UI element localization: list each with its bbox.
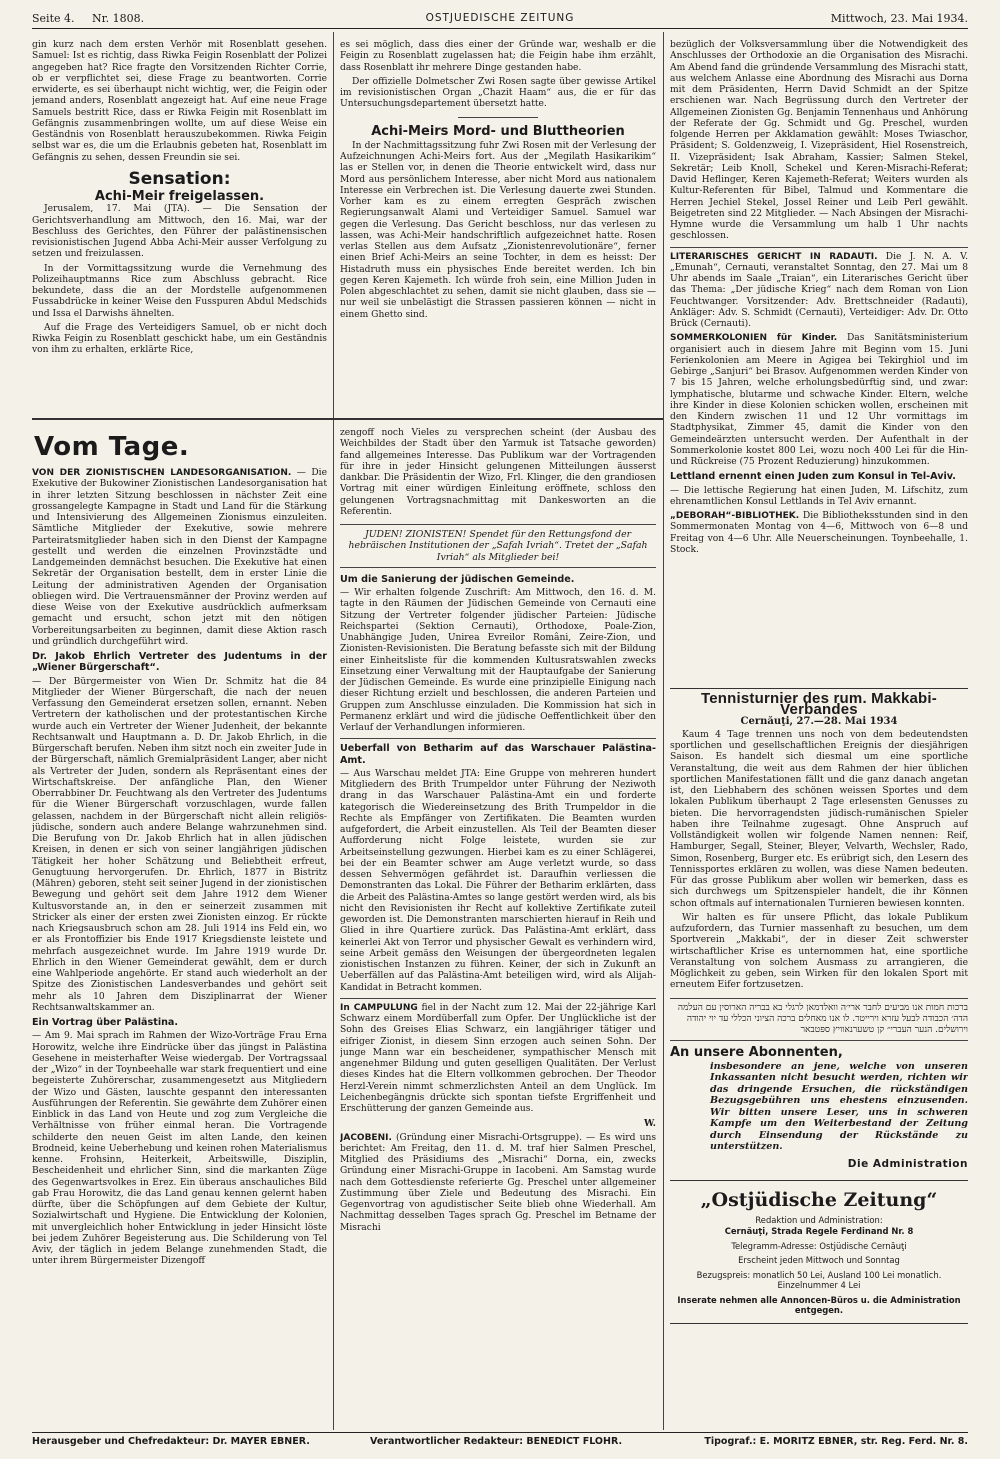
section-divider [32, 418, 663, 420]
subheading: Dr. Jakob Ehrlich Vertreter des Judentums in der „Wiener Bürgerschaft“. [32, 651, 327, 674]
footer-editor: Verantwortlicher Redakteur: BENEDICT FLOHR. [370, 1436, 623, 1447]
issue-number: Nr. 1808. [92, 12, 145, 25]
masthead-box [670, 1180, 968, 1324]
masthead-line: Erscheint jeden Mittwoch und Sonntag [738, 1255, 900, 1266]
column-3-top [670, 40, 968, 680]
masthead-line: Redaktion und Administration: [755, 1214, 883, 1225]
headline-tennis: Tennisturnier des rum. Makkabi-Verbandes [701, 690, 937, 719]
hebrew-announcement: ברכות חמות אנו מביעים לחבר ארי׳ה וואלדמאן לרגלי בא בבריה הארוסין עם העלמה הדה׳ הכבודה לבעל עזרא וירייטר. לו אנו מאחלים ברכה הציוני הכללי עד יוי יהודה וירושלים. הנער העברי״ קן טשערנאוויץ ספּטבאר [670, 998, 968, 1042]
subheading: VON DER ZIONISTISCHEN LANDESORGANISATION. [32, 468, 292, 478]
author-initial: W. [643, 1118, 656, 1130]
subheading: In CAMPULUNG [340, 1002, 418, 1013]
article-text: Auf die Frage des Verteidigers Samuel, ob er nicht doch Riwka Feigin zu Rosenblatt geschickt habe, um ein Geständnis von ihm zu erhalten, erklärte Rice, [32, 322, 327, 356]
notice-body: insbesondere an jene, welche von unseren Inkassanten nicht besucht werden, richten wir das dringende Ersuchen, die rückständigen Bezugsgebühren uns ehestens einzusenden. Wir bitten unsere Leser, uns in schweren Kampfe um den Weiterbestand der Zeitung durch Einsendung der Rückstände zu unterstützen. [710, 1060, 968, 1152]
article-text: Wir halten es für unsere Pflicht, das lokale Publikum aufzufordern, das Turnier massenhaft zu besuchen, um dem Sportverein „Makkabi“, der in dieser Zeit schwerster wirtschaftlicher Krise es unternommen hat, eine sportliche Veranstaltung von solchem Ausmass zu arrangieren, die Möglichkeit zu geben, sein Wirken für den lokalen Sport mit erneutem Eifer fortzusetzen. [670, 912, 968, 991]
article-text: gin kurz nach dem ersten Verhör mit Rosenblatt gesehen. Samuel: Ist es richtig, dass Riwka Feigin Rosenblatt der Polizei angegeben hat? Rice fragte den Vorsitzenden Richter Corrie, ob er verpflichtet sei, diese Frage zu beantworten. Corrie erwiderte, es sei überhaupt nicht wichtig, wer, die Feigin oder jemand anders, Rosenblatt angezeigt hat. Auf eine neue Frage Samuels bestritt Rice, dass er Riwka Feigin mit Rosenblatt im Gefängnis zusammenbringen wollte, um auf diese Weise ein Geständnis von Rosenblatt herauszubekommen. Riwka Feigin selbst war es, die um die Erlaubnis gebeten hat, Rosenblatt im Gefängnis zu sehen, dessen Freundin sie sei. [32, 40, 327, 163]
column-2-top [340, 40, 656, 416]
column-2-bottom [340, 428, 656, 1430]
headline-tennis-date: Cernăuţi, 27.—28. Mai 1934 [740, 715, 898, 727]
headline-achi-meir: Achi-Meir freigelassen. [94, 189, 265, 204]
article-text: In der Vormittagssitzung wurde die Vernehmung des Polizeihauptmanns Rice zum Abschluss gebracht. Rice bekundete, dass die an der Mordstelle aufgenommenen Fussabdrücke in keiner Weise den Fusspuren Abdul Medschids und Issa el Darwishs ähnelten. [32, 263, 327, 319]
separator [670, 688, 968, 689]
separator [670, 247, 968, 248]
article-text: — Der Bürgermeister von Wien Dr. Schmitz hat die 84 Mitglieder der Wiener Bürgerschaft, die nach der neuen Verfassung den Gemeinderat ersetzen sollen, ernannt. Neben Vertretern der katholischen und der protestantischen Kirche wurde auch ein Vertreter der Wiener Judenheit, der bekannte Rechtsanwalt und Hauptmann a. D. Dr. Jakob Ehrlich, in die Bürgerschaft berufen. Neben ihm sitzt noch ein zweiter Jude in der Bürgerschaft, nämlich Gremialpräsident Langer, aber nicht als Vertreter der Juden, sondern als Repräsentant eines der Wirtschaftskreise. Der anfängliche Plan, den Wiener Oberrabbiner Dr. Feuchtwang als den Vertreter des Judentums für die Wiener Bürgerschaft vorzuschlagen, wurde fallen gelassen, nachdem in der Bürgerschaft nicht allein religiös-jüdische, sondern auch andere Belange wahrzunehmen sind. Die Berufung von Dr. Jakob Ehrlich hat in allen jüdischen Kreisen, in denen er sich von seiner langjährigen jüdischen Tätigkeit her hoher Schätzung und Beliebtheit erfreut, Genugtuung hervorgerufen. Dr. Ehrlich, 1877 in Bistritz (Mähren) geboren, steht seit seiner Jugend in der zionistischen Bewegung und gehört seit dem Jahre 1912 dem Wiener Kultusvorstande an, in den er seinerzeit zusammen mit Stricker als einer der ersten zwei Zionisten einzog. Er rückte nach Kriegsausbruch schon am 28. Juli 1914 ins Feld ein, wo er als Frontoffizier bis Ende 1917 Kriegsdienste leistete und mehrfach ausgezeichnet wurde. Im Jahre 1919 wurde Dr. Ehrlich in den Wiener Gemeinderat gewählt, dem er durch eine Wahlperiode angehörte. Er stand auch wiederholt an der Spitze des Zionistischen Landesverbandes und gehört seit mehr als 10 Jahren dem Disziplinarrat der Wiener Rechtsanwaltskammer an. [32, 676, 327, 1013]
headline-bluttheorien: Achi-Meirs Mord- und Bluttheorien [371, 123, 625, 139]
column-1-top [32, 40, 327, 416]
article-text: Der offizielle Dolmetscher Zwi Rosen sagte über gewisse Artikel im revisionistischen Organ „Chazit Haam“ aus, die er für das Untersuchungsdepartement übersetzt hatte. [340, 76, 656, 110]
issue-date: Mittwoch, 23. Mai 1934. [830, 12, 968, 25]
footer-printer: Tipograf.: E. MORITZ EBNER, str. Reg. Ferd. Nr. 8. [704, 1436, 968, 1447]
footer-publisher: Herausgeber und Chefredakteur: Dr. MAYER EBNER. [32, 1436, 310, 1447]
masthead-line: Telegramm-Adresse: Ostjüdische Cernăuţi [731, 1240, 907, 1251]
article-text: fiel in der Nacht zum 12. Mai der 22-jährige Karl Schwarz einem Mordüberfall zum Opfer. Der Unglückliche ist der Sohn des Greises Elias Schwarz, ein langjähriger tätiger und eifriger Zionist, in diesem Sinn erzogen auch seinen Sohn. Der junge Mann war ein bescheidener, sympathischer Mensch mit angenehmer Bildung und guten geselligen Qualitäten. Der Verlust dieses Kindes hat die Eltern vollkommen gebrochen. Der Theodor Herzl-Verein nimmt schmerzlichsten Anteil an dem Unglück. Im Leichenbegängnis drückte sich spontan tiefste Ergriffenheit und Erschütterung der ganzen Gemeinde aus. [340, 1002, 656, 1114]
page-number: Seite 4. [32, 12, 75, 25]
subheading: JACOBENI. [340, 1132, 392, 1143]
article-text: — Wir erhalten folgende Zuschrift: Am Mittwoch, den 16. d. M. tagte in den Räumen der Jüdischen Gemeinde von Cernauti eine Sitzung der Vertreter folgender jüdischer Parteien: Jüdische Reichspartei (Sektion Cernauti), Orthodoxe, Poale-Zion, Unabhängige Juden, Unirea Evreilor Români, Zeire-Zion, und Zionisten-Revisionisten. Die Beratung befasste sich mit der Bildung einer Einheitsliste für die kommenden Kultusratswahlen zwecks Einsetzung einer Verwaltung mit der Hauptaufgabe der Sanierung der Jüdischen Gemeinde. Es wurde eine prinzipielle Einigung nach dieser Richtung erzielt und beschlossen, die anderen Parteien und Gruppen zum Anschlusse einzuladen. Die Kommission hat sich in Permanenz erklärt und wird die jüdische Oeffentlichkeit über den Verlauf der Verhandlungen informieren. [340, 588, 656, 733]
appeal-box: JUDEN! ZIONISTEN! Spendet für den Rettungsfond der hebräischen Institutionen der „Safah Ivriah“. Tretet der „Safah Ivriah“ als Mitglieder bei! [340, 524, 656, 568]
article-text: Die Bibliotheksstunden sind in den Sommermonaten Montag von 4—6, Mittwoch von 6—8 und Freitag von 4—6 Uhr. Alle Neuerscheinungen. Toynbeehalle, 1. Stock. [670, 511, 968, 555]
section-title-vom-tage: Vom Tage. [34, 432, 190, 462]
article-text: In der Nachmittagssitzung fuhr Zwi Rosen mit der Verlesung der Aufzeichnungen Achi-Meirs fort. Aus der „Megilath Hasikarikim“ las er Stellen vor, in denen die Theorie entwickelt wird, dass nur Mord aus persönlichem Interesse, aber nicht Mord aus nationalem Interesse ein Verbrechen ist. Die Verlesung dauerte zwei Stunden. Vorher kam es zu einem erregten Gespräch zwischen Regierungsanwalt Alami und Verteidiger Samuel. Samuel war gegen die Verlesung. Das Gericht beschloss, nur das verlesen zu lassen, was Achi-Meir handschriftlich aufgezeichnet hatte. Rosen verlas Stellen aus dem Aufsatz „Zionistenrevolutionäre“, ferner einen Brief Achi-Meirs an seine Tochter, in dem es heisst: Der Histadruth muss ein physisches Ende bereitet werden. Ich bin gegen Keren Kajemeth. Ich würde froh sein, eine Million Juden in Polen abgeschlachtet zu sehen, damit sie nicht glauben, dass sie — nur weil sie unbelästigt die Strassen passieren können — nicht in einem Ghetto sind. [340, 140, 656, 320]
article-text: bezüglich der Volksversammlung über die Notwendigkeit des Anschlusses der Orthodoxie an die Organisation des Misrachi. Am Abend fand die gründende Versammlung des Misrachi statt, aus welchem Anlasse eine Abordnung des Misrachi aus Dorna mit dem Präsidenten, Herrn David Schmidt an der Spitze erschienen war. Nach Begrüssung durch den Vertreter der Allgemeinen Zionisten Gg. Benjamin Tennenhaus und Anhörung der Referate der Gg. Schmidt und Gg. Preschel, wurden folgende Herren per Akklamation gewählt: Moses Twiaschor, Präsident; S. Goldenzweig, I. Vizepräsident, Hiel Rosenstreich, II. Vizepräsident; Isak Abraham, Kassier; Salmen Stekel, Sekretär; Leib Knoll, Schekel und Keren-Misrachi-Referat; David Heflinger, Keren Kajemeth-Referat; Weiters wurden als Kultur-Referenten für Bibel, Talmud und Kommentare die Herren Jechiel Stekel, Jossel Reiner und Leib Perl gewählt. Beigetreten sind 22 Mitglieder. — Nach Absingen der Misrachi-Hymne wurde die Versammlung um halb 1 Uhr nachts geschlossen. [670, 40, 968, 242]
article-text: — Die lettische Regierung hat einen Juden, M. Lifschitz, zum ehrenamtlichen Konsul Lettlands in Tel Aviv ernannt. [670, 485, 968, 507]
article-text: — Aus Warschau meldet JTA: Eine Gruppe von mehreren hundert Mitgliedern des Brith Trumpeldor unter Führung der Neziwoth drang in das Warschauer Palästina-Amt ein und forderte kategorisch die Wiedereinsetzung des Brith Trumpeldor in die Rechte als Empfänger von Zertifikaten. Die Beamten wurden aufgefordert, die Arbeit einzustellen. Als Teil der Beamten dieser Aufforderung nicht Folge leistete, wurden sie zur Arbeitseinstellung gezwungen. Hierbei kam es zu einer Schlägerei, bei der ein Beamter schwer am Auge verletzt wurde, so dass dessen Sehvermögen gefährdet ist. Daraufhin verliessen die Demonstranten das Lokal. Die Führer der Betharim erklärten, dass die Arbeit des Palästina-Amtes so lange gestört werden wird, als bis nicht den Revisionisten ihr Recht auf kollektive Zertifikate zuteil geworden ist. Die Demonstranten marschierten hierauf in Reih und Glied in ihre Quartiere zurück. Das Palästina-Amt erklärt, dass keinerlei Akt von Terror und physischer Gewalt es verhindern wird, seine Arbeit gemäss den Weisungen der übergeordneten legalen zionistischen Instanzen zu führen. Keiner, der sich in Zukunft an Ueberfällen auf das Palästina-Amt beteiligen wird, wird als Alijah-Kandidat in Betracht kommen. [340, 768, 656, 993]
article-text: Jerusalem, 17. Mai (JTA). — Die Sensation der Gerichtsverhandlung am Mittwoch, den 16. Mai, war der Beschluss des Gerichtes, den Führer der palästinensischen revisionistischen Jugend Abba Achi-Meir ausser Verfolgung zu setzen und freizulassen. [32, 204, 327, 260]
separator [340, 998, 656, 999]
column-1-bottom [32, 468, 327, 1430]
subheading: „DEBORAH“-BIBLIOTHEK. [670, 511, 800, 521]
article-text: (Gründung einer Misrachi-Ortsgruppe). — Es wird uns berichtet: Am Freitag, den 11. d. M. traf hier Salmen Preschel, Mitglied des Präsidiums des „Misrachi“ Dorna, ein, zwecks Gründung einer Misrachi-Gruppe in Iacobeni. Am Samstag wurde nach dem Gottesdienste referierte Gg. Preschel unter allgemeiner Zustimmung über Ziele und Bedeutung des Misrachi. Ein Gegenvortrag von agudistischer Seite blieb ohne Wiederhall. Am Nachmittag desselben Tages sprach Gg. Preschel im Betname der Misrachi [340, 1132, 656, 1233]
subheading: SOMMERKOLONIEN für Kinder. [670, 333, 838, 344]
article-text: Das Sanitätsministerium organisiert auch in diesem Jahre mit Beginn vom 15. Juni Ferienkolonien am Meere in Agigea bei Tekirghiol und im Gebirge „Sanjuri“ bei Brasov. Aufgenommen werden Kinder von 7 bis 15 Jahren, welche erholungsbedürftig sind, und zwar: lymphatische, blutarme und schwache Kinder. Eltern, welche ihre Kinder in diese Kolonien schicken wollen, erscheinen mit den Kindern zwischen 11 und 12 Uhr vormittags im Stadtphysikat, Zimmer 45, damit die Kinder von den Gemeindeärzten untersucht werden. Der Aufenthalt in der Sommerkolonie kostet 800 Lei, wozu noch 400 Lei für die Hin- und Rückreise (75 Prozent Reduzierung) hinzukommen. [670, 333, 968, 467]
newspaper-title: OSTJUEDISCHE ZEITUNG [425, 12, 575, 24]
subheading: Ein Vortrag über Palästina. [32, 1017, 179, 1028]
masthead-line: Inserate nehmen alle Annoncen-Büros u. die Administration entgegen. [677, 1294, 961, 1316]
notice-title: An unsere Abonnenten, [670, 1045, 843, 1061]
masthead-title: „Ostjüdische Zeitung“ [700, 1188, 938, 1211]
separator [458, 117, 538, 118]
article-text: zengoff noch Vieles zu versprechen scheint (der Ausbau des Weichbildes der Stadt über den Yarmuk ist Tatsache geworden) fand allgemeines Interesse. Das Publikum war der Vortragenden für ihre in jeder Hinsicht gelungenen Mitteilungen äusserst dankbar. Die Präsidentin der Wizo, Frl. Klinger, die den grandiosen Vortrag mit einer würdigen Einleitung eröffnete, schloss den gelungenen Vortragsnachmittag mit Dankesworten an die Referentin. [340, 428, 656, 517]
running-header [32, 10, 968, 29]
column-divider [663, 32, 664, 1430]
subheading: Lettland ernennt einen Juden zum Konsul in Tel-Aviv. [670, 471, 956, 483]
masthead-address: Cernăuţi, Strada Regele Ferdinand Nr. 8 [724, 1226, 914, 1237]
article-text: es sei möglich, dass dies einer der Gründe war, weshalb er die Feigin zu Rosenblatt zugelassen hat; die Feigin habe ihm erzählt, dass Rosenblatt ihr mehrere Dinge gestanden habe. [340, 40, 656, 73]
article-text: Die J. N. A. V. „Emunah“, Cernauti, veranstaltet Sonntag, den 27. Mai um 8 Uhr abends im Saale „Traian“, ein Literarisches Gericht über das Thema: „Der jüdische Krieg“ nach dem Roman von Lion Feuchtwanger. Vorsitzender: Adv. Brettschneider (Radauti), Ankläger: Adv. S. Schmidt (Cernauti), Verteidiger: Adv. Dr. Otto Brück (Cernauti). [670, 251, 968, 329]
article-text: — Die Exekutive der Bukowiner Zionistischen Landesorganisation hat in ihrer letzten Sitzung beschlossen in nächster Zeit eine grossangelegte Kampagne in Stadt und Land für die Stärkung und Intensivierung des Allgemeinen Zionismus einzuleiten. Sämtliche Mitglieder der Exekutive, sowie mehrere Parteiratsmitglieder haben sich in den Dienst der Kampagne gestellt und werden die einzelnen Provinzstädte und Landgemeinden demnächst besuchen. Die Exekutive hat einen Sekretär der Organisation bestellt, dem in erster Linie die Leitung der administrativen Agenden der Organisation obliegen wird. Die Vertrauensmänner der Provinz werden auf diese Weise von der Exekutive ausdrücklich aufmerksam gemacht und ersucht, schon jetzt mit den nötigen Vorbereitungsarbeiten zu beginnen, damit diese Aktion rasch und gründlich durchgeführt wird. [32, 468, 327, 647]
headline-sensation: Sensation: [128, 168, 231, 189]
article-text: — Am 9. Mai sprach im Rahmen der Wizo-Vorträge Frau Erna Horowitz, welche ihre Eindrücke über das jüngst in Palästina Gesehene in meisterhafter Weise wiedergab. Der Vortragssaal der „Wizo“ in der Toynbeehalle war stark frequentiert und eine begeisterte Zuhörerschar, zusammengesetzt aus Mitgliedern der Wizo und Gästen, lauschte gespannt den interessanten Ausführungen der Referentin. Sie gewährte dem Zuhörer einen Einblick in das Land von Heute und zog zum Vergleiche die Verhältnisse von früher einmal heran. Die Vortragende schilderte den neuen Geist im alten Lande, den keinen Brodneid, keine Ueberhebung und keinen rohen Materialismus kenne. Frohsinn, Heiterkeit, Arbeitswille, Disziplin, Bescheidenheit und ehrlicher Sinn, sind die markanten Züge des Gegenwartsvolkes in Erez. Ein überaus anschauliches Bild gab Frau Horowitz, die das Land genau kennen gelernt haben dürfte, über die Schöpfungen auf dem Gebiete der Kultur, Sozialwirtschaft und Hygiene. Die Entwicklung der Kolonien, mit unvergleichlich hoher Entwicklung in jeder Hinsicht löste bei jedem Zuhörer Begeisterung aus. Die Schilderung von Tel Aviv, der täglich in jedem Belange zunehmenden Stadt, die unter ihrem Bürgermeister Dizengoff [32, 1031, 327, 1267]
subheading: Um die Sanierung der jüdischen Gemeinde. [340, 573, 575, 585]
column-divider [333, 32, 334, 1430]
subheading: LITERARISCHES GERICHT IN RADAUTI. [670, 251, 878, 262]
column-3-bottom [670, 688, 968, 1430]
separator [340, 738, 656, 739]
notice-signature: Die Administration [847, 1157, 968, 1170]
masthead-price: Bezugspreis: monatlich 50 Lei, Ausland 100 Lei monatlich. Einzelnummer 4 Lei [696, 1269, 942, 1291]
article-text: Kaum 4 Tage trennen uns noch von dem bedeutendsten sportlichen und gesellschaftlichen Ereignis der diesjährigen Saison. Es handelt sich diesmal um eine sportliche Veranstaltung, die weit aus dem Rahmen der hier üblichen sportlichen Manifestationen fällt und die ganz danach angetan ist, den Liebhabern des schönen weissen Sportes und dem lokalen Publikum überhaupt 2 Tage erlesensten Genusses zu bieten. Die hervorragendsten jüdisch-rumänischen Spieler haben ihre Teilnahme zugesagt. Ohne Anspruch auf Vollständigkeit wollen wir folgende Namen nennen: Reif, Hamburger, Segall, Steiner, Bleyer, Velvarth, Wechsler, Rado, Simon, Rosenberg, Burger etc. Es erübrigt sich, den Lesern des Tennissportes erklären zu wollen, was diese Namen bedeuten. Für das grosse Publikum aber wollen wir bemerken, dass es sich durchwegs um Spitzenspieler handelt, die ihr Können schon oftmals auf internationalen Turnieren bewiesen konnten. [670, 729, 968, 909]
subheading: Ueberfall von Betharim auf das Warschauer Palästina-Amt. [340, 743, 656, 766]
page-footer [32, 1432, 968, 1451]
